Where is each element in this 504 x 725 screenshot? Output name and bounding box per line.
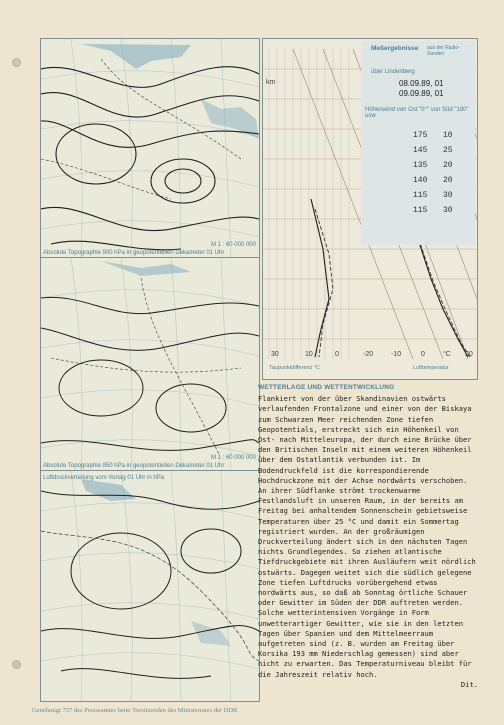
wind-dir: 140 <box>413 176 428 185</box>
wind-dir: 135 <box>413 161 428 170</box>
temp-unit: °C <box>443 351 451 358</box>
contour-map-500hpa <box>41 39 259 257</box>
wind-dir: 115 <box>413 206 428 215</box>
wind-speed: 25 <box>443 146 453 155</box>
temp-tick: 20 <box>465 351 473 358</box>
wind-title: Höhenwind von Ost "0°" von Süd "180" usw <box>365 107 469 119</box>
punch-hole <box>12 58 21 67</box>
dewpoint-tick: 0 <box>335 351 339 358</box>
map-scale-label: M 1 : 60 000 000 <box>210 242 256 248</box>
footer-note: Genehmigt 757 des Presseamtes beim Vorsitzenden des Ministerrates der DDR <box>32 707 238 714</box>
map-caption: Absolute Topographie 850 hPa in geopotentiellen Dekameter 01 Uhr <box>43 463 225 469</box>
map-caption: Absolute Topographie 500 hPa in geopotentiellen Dekameter 01 Uhr <box>43 250 225 256</box>
temp-tick: 0 <box>421 351 425 358</box>
article-body: Flankiert von der über Skandinavien ostwärts verlaufenden Frontalzone und einer von der Biskaya zum Schwarzen Meer reichenden Zone tiefen Geopotentials, erstreckt sich ein Höhenkeil von Ost- nach Mitteleuropa, der durch eine Brücke über den Britischen Inseln mit einem weiteren Höhenkeil über dem Ostatlantik verbunden ist. Im Bodendruckfeld ist die korrespondierende Hochdruckzone mit der Achse nordwärts verschoben. An ihrer Südflanke strömt trockenwarme Festlandsluft in unseren Raum, in der bereits am Freitag bei anhaltendem Sonnenschein gebietsweise Temperaturen über 25 °C und damit ein Sommertag registriert wurden. An der großräumigen Druckverteilung ändert sich in den nächsten Tagen nichts Grundlegendes. So ziehen atlantische Tiefdruckgebiete mit ihren Ausläufern weit nördlich ostwärts. Dagegen weitet sich die südlich gelegene Zone tiefen Luftdrucks vorübergehend etwas nordwärts aus, so daß ab Sonntag örtliche Schauer oder Gewitter im Süden der DDR auftreten werden. Solche wetterintensiven Vorgänge in Form unwetterartiger Gewitter, wie sie in den letzten Tagen über Spanien und dem Mittelmeerraum aufgetreten sind (z. B. wurden am Freitag über Korsika 193 mm Niederschlag gemessen) sind aber nicht zu erwarten. Das Temperaturniveau bleibt für die Jahreszeit relativ hoch. <box>258 394 476 679</box>
dewpoint-axis-label: Taupunktdifferenz °C <box>269 365 321 371</box>
wind-speed: 30 <box>443 191 453 200</box>
wind-dir: 175 <box>413 131 428 140</box>
weather-text <box>258 383 478 713</box>
contour-map-850hpa <box>41 258 259 470</box>
temp-tick: -10 <box>391 351 402 358</box>
punch-hole <box>12 660 21 669</box>
article-signature: Dit. <box>460 679 478 689</box>
map-scale-label: M 1 : 60 000 000 <box>210 455 256 461</box>
map-caption: Luftdruckverteilung vom Vortag 01 Uhr in hPa <box>43 475 165 481</box>
temp-tick: -20 <box>363 351 374 358</box>
wind-speed: 30 <box>443 206 453 215</box>
wind-speed: 20 <box>443 176 453 185</box>
date-1: 08.09.89, 01 <box>399 79 444 88</box>
dewpoint-tick: 10 <box>305 351 313 358</box>
sounding-diagram <box>262 38 478 380</box>
map-surface-pressure <box>40 470 260 702</box>
wind-dir: 115 <box>413 191 428 200</box>
km-label: km <box>266 79 276 86</box>
wind-speed: 10 <box>443 131 453 140</box>
wind-dir: 145 <box>413 146 428 155</box>
sounding-legend <box>361 41 475 245</box>
temp-axis-label: Lufttemperatur <box>413 365 449 371</box>
station-label: über Lindenberg <box>371 69 415 75</box>
map-500hpa <box>40 38 260 258</box>
contour-map-surface <box>41 471 259 701</box>
date-2: 09.09.89, 01 <box>399 89 444 98</box>
wind-speed: 20 <box>443 161 453 170</box>
map-850hpa <box>40 257 260 471</box>
legend-subtitle: aus der Radio-Sonden <box>427 45 460 57</box>
dewpoint-tick: 30 <box>271 351 279 358</box>
article-heading: WETTERLAGE UND WETTENTWICKLUNG <box>258 384 395 391</box>
legend-title: Meßergebnisse <box>371 45 419 52</box>
